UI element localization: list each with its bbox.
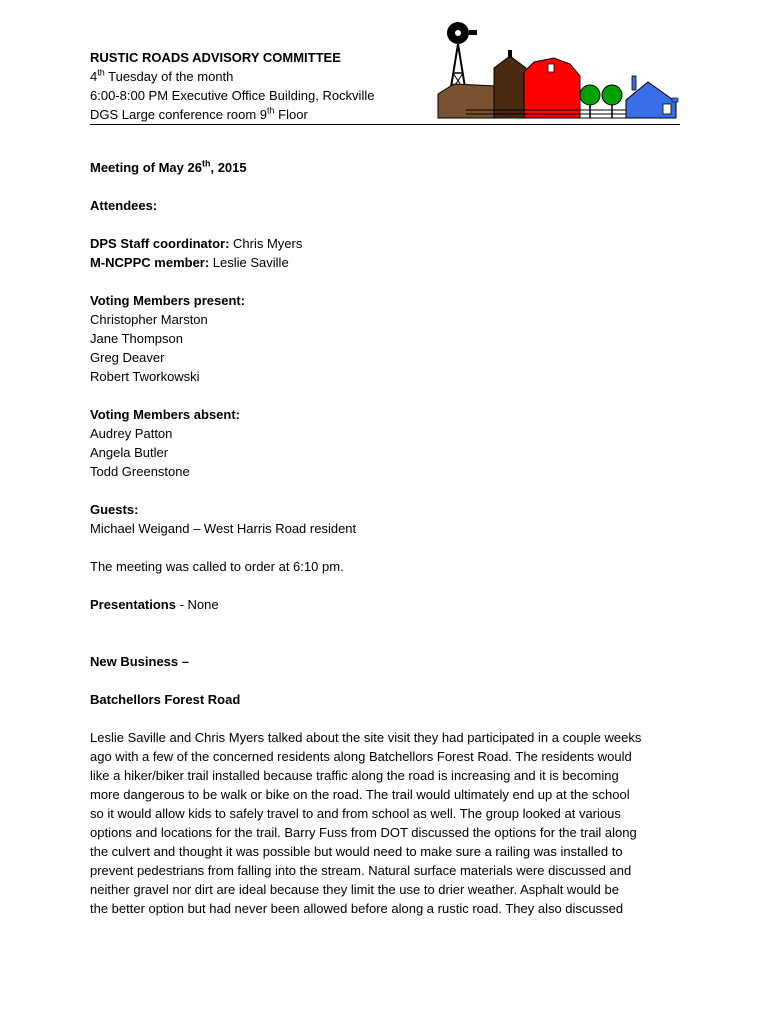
present-member: Greg Deaver: [90, 350, 165, 365]
absent-member: Angela Butler: [90, 445, 169, 460]
present-member: Robert Tworkowski: [90, 369, 200, 384]
absent-heading: Voting Members absent:: [90, 407, 241, 422]
paragraph-line: neither gravel nor dirt are ideal because they limit the use to drier weather. Asphalt would be: [90, 882, 619, 897]
present-heading: Voting Members present:: [90, 293, 246, 308]
shed-icon: [438, 84, 496, 118]
paragraph-line: prevent pedestrians from falling into the stream. Natural surface materials were discussed and: [90, 863, 632, 878]
attendees-heading: Attendees:: [90, 198, 158, 213]
silo-icon: [494, 56, 526, 118]
meeting-schedule: 4th Tuesday of the month: [90, 67, 234, 84]
section-title: Batchellors Forest Road: [90, 692, 241, 707]
paragraph-line: ago with a few of the concerned residents along Batchellors Forest Road. The residents would: [90, 749, 632, 764]
present-member: Jane Thompson: [90, 331, 183, 346]
absent-member: Todd Greenstone: [90, 464, 190, 479]
paragraph-line: more dangerous to be walk or bike on the road. The trail would ultimately end up at the school: [90, 787, 630, 802]
guest-entry: Michael Weigand – West Harris Road resident: [90, 521, 357, 536]
paragraph-line: options and locations for the trail. Barry Fuss from DOT discussed the options for the trail along: [90, 825, 637, 840]
mncppc-member-line: M-NCPPC member: Leslie Saville: [90, 255, 289, 270]
call-to-order: The meeting was called to order at 6:10 pm.: [90, 559, 344, 574]
farm-logo-icon: [436, 18, 680, 124]
paragraph-line: Leslie Saville and Chris Myers talked about the site visit they had participated in a couple weeks: [90, 730, 642, 745]
paragraph-line: the culvert and thought it was possible but would need to make sure a railing was installed to: [90, 844, 623, 859]
meeting-title: Meeting of May 26th, 2015: [90, 158, 247, 175]
paragraph-line: like a hiker/biker trail installed because traffic along the road is increasing and it is becoming: [90, 768, 619, 783]
presentations-line: Presentations - None: [90, 597, 219, 612]
minutes-body: [90, 158, 690, 918]
guests-heading: Guests:: [90, 502, 139, 517]
tree-icon: [580, 85, 600, 105]
new-business-heading: New Business –: [90, 654, 189, 669]
present-member: Christopher Marston: [90, 312, 208, 327]
meeting-time-location: 6:00-8:00 PM Executive Office Building, Rockville: [90, 88, 375, 103]
absent-member: Audrey Patton: [90, 426, 173, 441]
tree-icon-2: [602, 85, 622, 105]
header-divider: [90, 124, 680, 125]
dps-staff-line: DPS Staff coordinator: Chris Myers: [90, 236, 303, 251]
committee-header: [90, 48, 420, 124]
paragraph-line: the better option but had never been allowed before along a rustic road. They also discussed: [90, 901, 624, 916]
paragraph-line: so it would allow kids to safely travel to and from school as well. The group looked at various: [90, 806, 621, 821]
meeting-room: DGS Large conference room 9th Floor: [90, 105, 308, 122]
discussion-paragraph: [90, 728, 682, 918]
committee-title: RUSTIC ROADS ADVISORY COMMITTEE: [90, 50, 341, 65]
